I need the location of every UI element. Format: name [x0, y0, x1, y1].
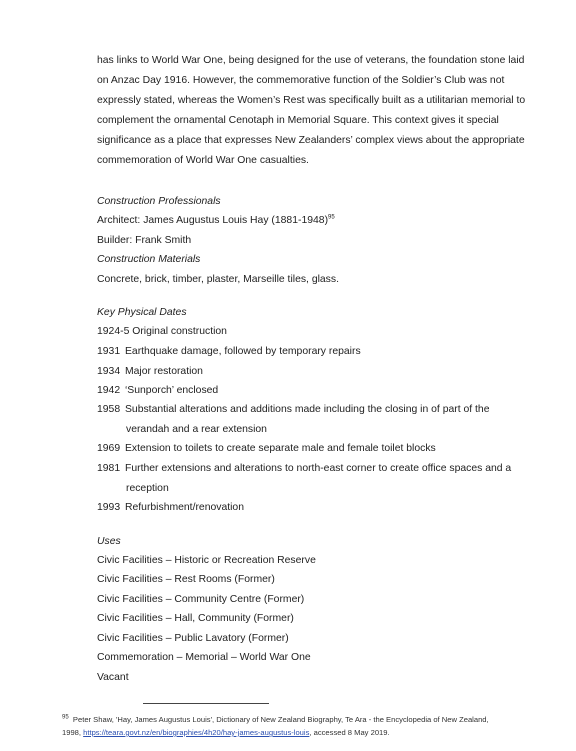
architect-line: [97, 215, 335, 226]
footnote: [62, 713, 489, 739]
intro-line: commemoration of World War One casualties.: [97, 155, 309, 166]
use-item: Civic Facilities – Community Centre (Former): [97, 594, 305, 605]
use-item: Civic Facilities – Public Lavatory (Former): [97, 633, 289, 644]
footnote-ref: 95: [328, 214, 335, 221]
builder-line: Builder: Frank Smith: [97, 235, 192, 246]
date-year: 1958: [97, 404, 121, 415]
intro-line: expressly stated, whereas the Women’s Rest was specifically built as a utilitarian memorial to: [97, 95, 526, 106]
use-item: Civic Facilities – Hall, Community (Former): [97, 613, 294, 624]
footnote-year: 1998,: [62, 728, 84, 737]
use-item: Civic Facilities – Historic or Recreation Reserve: [97, 555, 316, 566]
date-item: [97, 443, 436, 454]
architect-text: Architect: James Augustus Louis Hay (1881-1948): [97, 215, 329, 226]
date-item: [97, 346, 361, 357]
date-year: 1969: [97, 443, 121, 454]
footnote-number: 95: [62, 714, 69, 721]
date-item-first: 1924-5 Original construction: [97, 326, 227, 337]
intro-line: complement the ornamental Cenotaph in Memorial Square. This context gives it special: [97, 115, 499, 126]
date-year: 1931: [97, 346, 121, 357]
date-item: [97, 366, 203, 377]
intro-line: on Anzac Day 1916. However, the commemorative function of the Soldier’s Club was not: [97, 75, 505, 86]
footnote-line-2: [62, 726, 489, 739]
use-item: Vacant: [97, 672, 129, 683]
intro-line: has links to World War One, being designed for the use of veterans, the foundation stone laid: [97, 55, 525, 66]
date-item-continuation: verandah and a rear extension: [126, 424, 267, 435]
materials-line: Concrete, brick, timber, plaster, Marseille tiles, glass.: [97, 274, 339, 285]
construction-professionals-heading: Construction Professionals: [97, 196, 221, 207]
date-year: 1981: [97, 463, 121, 474]
date-text: Major restoration: [125, 366, 203, 377]
date-text: Earthquake damage, followed by temporary repairs: [125, 346, 361, 357]
date-item: [97, 385, 218, 396]
footnote-line-1: [62, 713, 489, 726]
date-text: ‘Sunporch’ enclosed: [125, 385, 219, 396]
date-year: 1942: [97, 385, 121, 396]
date-item-continuation: reception: [126, 483, 169, 494]
date-item: [97, 502, 244, 513]
footnote-url-link[interactable]: https://teara.govt.nz/en/biographies/4h20/hay-james-augustus-louis: [83, 728, 310, 737]
footnote-citation: Peter Shaw, 'Hay, James Augustus Louis', Dictionary of New Zealand Biography, Te Ara - the Encyclopedia of New Zealand,: [72, 715, 489, 724]
footnote-accessed: , accessed 8 May 2019.: [309, 728, 390, 737]
intro-line: significance as a place that expresses New Zealanders’ complex views about the appropriate: [97, 135, 525, 146]
date-text: Substantial alterations and additions made including the closing in of part of the: [125, 404, 490, 415]
footnote-divider: [143, 703, 269, 704]
date-item: [97, 404, 489, 415]
date-item: [97, 463, 511, 474]
use-item: Commemoration – Memorial – World War One: [97, 652, 311, 663]
date-year: 1993: [97, 502, 121, 513]
uses-heading: Uses: [97, 536, 121, 547]
use-item: Civic Facilities – Rest Rooms (Former): [97, 574, 275, 585]
date-text: Refurbishment/renovation: [125, 502, 244, 513]
date-text: Extension to toilets to create separate male and female toilet blocks: [125, 443, 436, 454]
construction-materials-heading: Construction Materials: [97, 254, 201, 265]
key-dates-heading: Key Physical Dates: [97, 307, 187, 318]
date-year: 1934: [97, 366, 121, 377]
intro-paragraph: [97, 51, 525, 171]
date-text: Further extensions and alterations to north-east corner to create office spaces and a: [125, 463, 512, 474]
